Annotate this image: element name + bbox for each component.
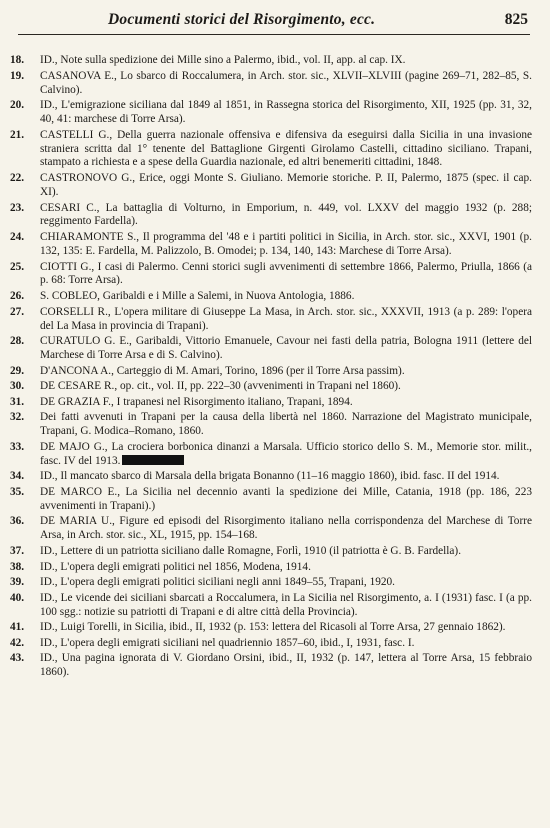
bibliography-entry — [0, 441, 550, 469]
bibliography-entry — [0, 576, 550, 590]
bibliography-entry — [0, 621, 550, 635]
entry-text: CORSELLI R., L'opera militare di Giuseppe La Masa, in Arch. stor. sic., XXXVII, 1913 (a p. 289: l'opera del La Masa in provincia di Trapani). — [40, 305, 532, 332]
entry-text: CIOTTI G., I casi di Palermo. Cenni storici sugli avvenimenti di settembre 1866, Palermo, Priulla, 1866 (a p. 68: Torre Arsa). — [40, 260, 532, 287]
entry-text: ID., Una pagina ignorata di V. Giordano Orsini, ibid., II, 1932 (p. 147, lettera al Torre Arsa, 15 febbraio 1860). — [40, 652, 532, 679]
bibliography-entry — [0, 486, 550, 514]
entry-number: 38. — [10, 560, 25, 573]
entry-text: CESARI C., La battaglia di Volturno, in Emporium, n. 449, vol. LXXV del maggio 1932 (p. 288; reggimento Fardella). — [40, 201, 532, 228]
entry-number: 33. — [10, 440, 25, 453]
entry-text: S. COBLEO, Garibaldi e i Mille a Salemi, in Nuova Antologia, 1886. — [40, 290, 355, 302]
bibliography-entry — [0, 652, 550, 680]
bibliography-entry — [0, 335, 550, 363]
entry-number: 39. — [10, 576, 25, 589]
entry-text: ID., Note sulla spedizione dei Mille sino a Palermo, ibid., vol. II, app. al cap. IX. — [40, 54, 406, 66]
entry-number: 32. — [10, 411, 25, 424]
entry-number: 29. — [10, 364, 25, 377]
bibliography-entry — [0, 365, 550, 379]
entry-number: 26. — [10, 290, 25, 302]
entry-text: ID., Luigi Torelli, in Sicilia, ibid., II, 1932 (p. 153: lettera del Ricasoli al Torre Arsa, 27 gennaio 1862). — [40, 621, 506, 634]
bibliography-entry — [0, 592, 550, 620]
entry-number: 19. — [10, 69, 25, 82]
entry-text: DE MARIA U., Figure ed episodi del Risorgimento italiano nella corrispondenza del Marchese di Torre Arsa, in Arch. stor. sic., XL, 1915, pp. 154–168. — [40, 515, 532, 542]
entry-number: 23. — [10, 201, 25, 214]
running-title: Documenti storici del Risorgimento, ecc. — [108, 11, 376, 28]
bibliography-entry — [0, 261, 550, 289]
entry-number: 27. — [10, 305, 25, 318]
entry-number: 18. — [10, 54, 25, 66]
bibliography-entry — [0, 172, 550, 200]
entry-number: 30. — [10, 380, 25, 393]
entry-text: ID., L'opera degli emigrati siciliani nel quadriennio 1857–60, ibid., I, 1931, fasc. I. — [40, 636, 415, 649]
entry-text: DE CESARE R., op. cit., vol. II, pp. 222–30 (avvenimenti in Trapani nel 1860). — [40, 380, 401, 393]
entry-text: CHIARAMONTE S., Il programma del '48 e i partiti politici in Sicilia, in Arch. stor. sic., XXVI, 1901 (p. 132, 135: E. Fardella, M. Palizzolo, B. Omodei; p. 134, 140, 143: Marchese di Torre Arsa). — [40, 231, 532, 257]
page-number: 825 — [504, 11, 528, 28]
entry-number: 28. — [10, 335, 25, 348]
entry-text: Dei fatti avvenuti in Trapani per la causa della libertà nel 1860. Narrazione del Magistrato municipale, Trapani, G. Modica–Romano, 1860. — [40, 411, 532, 438]
bibliography-entry — [0, 561, 550, 575]
entry-text: CASTRONOVO G., Erice, oggi Monte S. Giuliano. Memorie storiche. P. II, Palermo, 1875 (spec. il cap. XI). — [40, 172, 532, 198]
entry-text: DE GRAZIA F., I trapanesi nel Risorgimento italiano, Trapani, 1894. — [40, 395, 353, 408]
entry-text: DE MAJO G., La crociera borbonica dinanzi a Marsala. Ufficio storico dello S. M., Memorie stor. milit., fasc. IV del 1913. — [40, 440, 532, 467]
bibliography-entry — [0, 411, 550, 439]
entry-number: 25. — [10, 260, 25, 273]
entry-text: ID., L'opera degli emigrati politici nel 1856, Modena, 1914. — [40, 560, 311, 573]
bibliography-entry — [0, 70, 550, 98]
entry-text: ID., Il mancato sbarco di Marsala della brigata Bonanno (11–16 maggio 1860), ibid. fasc. II del 1914. — [40, 470, 500, 483]
bibliography-entry — [0, 231, 550, 259]
bibliography-entry — [0, 306, 550, 334]
entry-number: 24. — [10, 231, 25, 243]
bibliography-entry — [0, 99, 550, 127]
entry-number: 31. — [10, 395, 25, 408]
entry-number: 37. — [10, 544, 25, 557]
entry-text: D'ANCONA A., Carteggio di M. Amari, Torino, 1896 (per il Torre Arsa passim). — [40, 364, 405, 377]
entry-number: 21. — [10, 128, 25, 141]
bibliography-entry — [0, 54, 550, 68]
bibliography-entry — [0, 545, 550, 559]
entry-number: 35. — [10, 485, 25, 498]
running-header — [18, 8, 530, 35]
entry-text: ID., L'emigrazione siciliana dal 1849 al 1851, in Rassegna storica del Risorgimento, XII, 1925 (pp. 31, 32, 40, 41: marchese di Torre Arsa). — [40, 99, 532, 125]
entry-number: 20. — [10, 99, 25, 112]
bibliography-entry — [0, 129, 550, 171]
bibliography-entry — [0, 637, 550, 651]
bibliography-entry — [0, 470, 550, 484]
bibliography-entry — [0, 396, 550, 410]
entry-text: ID., L'opera degli emigrati politici siciliani negli anni 1849–55, Trapani, 1920. — [40, 576, 396, 589]
entry-text: ID., Le vicende dei siciliani sbarcati a Roccalumera, in La Sicilia nel Risorgimento, a. I (1931) fasc. I (a pp. 100 sgg.: notizie su patriotti di Trapani e di altre città della Provincia). — [40, 591, 532, 618]
entry-number: 42. — [10, 636, 25, 649]
ink-blot — [122, 455, 184, 465]
entry-text: ID., Lettere di un patriotta siciliano dalle Romagne, Forlì, 1910 (il patriotta è G. B. Fardella). — [40, 544, 462, 557]
bibliography-list — [0, 54, 550, 682]
bibliography-entry — [0, 202, 550, 230]
entry-text: CURATULO G. E., Garibaldi, Vittorio Emanuele, Cavour nei fasti della patria, Bologna 1911 (lettere del Marchese di Torre Arsa e di S. Calvino). — [40, 335, 532, 361]
bibliography-entry — [0, 380, 550, 394]
entry-number: 22. — [10, 172, 25, 184]
entry-text: CASANOVA E., Lo sbarco di Roccalumera, in Arch. stor. sic., XLVII–XLVIII (pagine 269–71, 282–85, S. Calvino). — [40, 69, 532, 96]
bibliography-entry — [0, 290, 550, 304]
bibliography-entry — [0, 515, 550, 543]
entry-text: CASTELLI G., Della guerra nazionale offensiva e difensiva da eseguirsi dalla Sicilia in una invasione straniera scritta dal 1° tenente del Battaglione Girgenti Girolamo Castelli, cittadino siciliano. Trapani, stampato a richiesta e a spese della Guardia nazionale, ed altri benemeriti cittadini, 1848. — [40, 128, 532, 169]
entry-number: 36. — [10, 515, 25, 528]
entry-number: 34. — [10, 470, 25, 483]
entry-number: 40. — [10, 591, 25, 604]
entry-number: 41. — [10, 621, 25, 634]
entry-number: 43. — [10, 652, 25, 665]
entry-text: DE MARCO E., La Sicilia nel decennio avanti la spedizione dei Mille, Catania, 1918 (pp. 186, 223 avvenimenti in Trapani).) — [40, 485, 532, 512]
